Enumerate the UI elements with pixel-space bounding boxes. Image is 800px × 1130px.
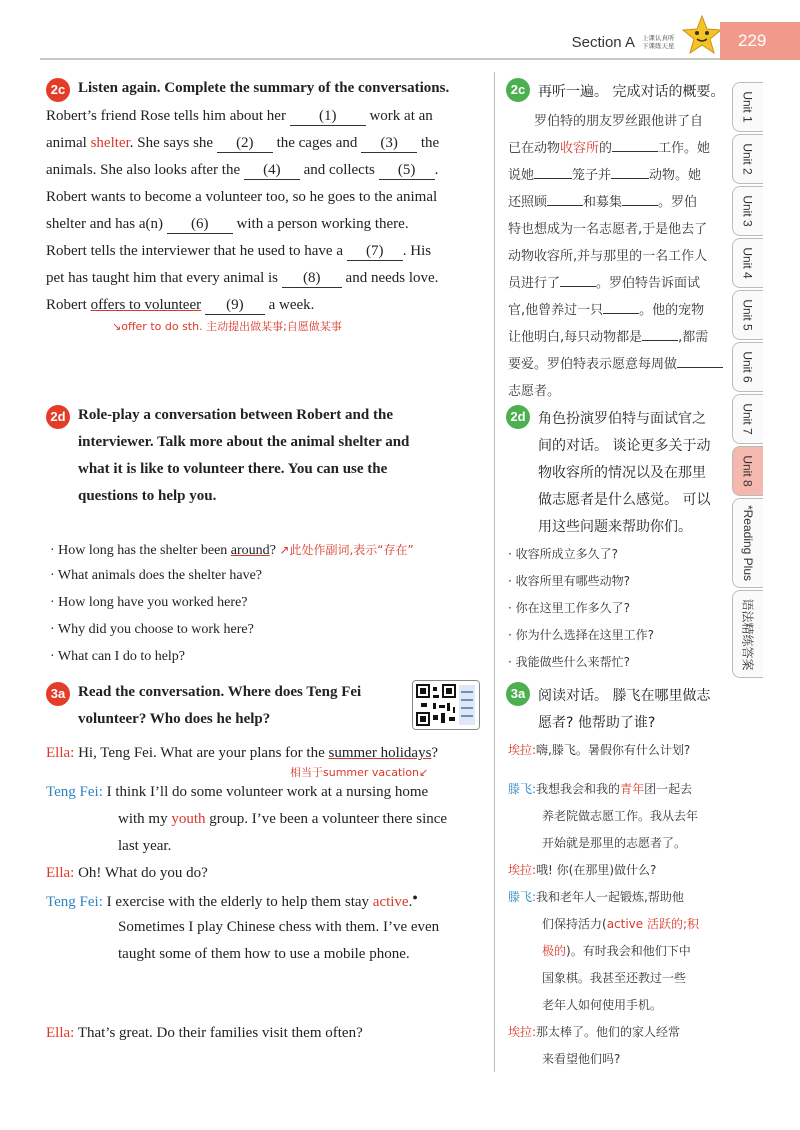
blank-5[interactable]: (5) xyxy=(379,162,435,180)
2c-line-5: shelter and has a(n) (6) with a person working there. xyxy=(46,216,409,232)
2d-title-2: interviewer. Talk more about the animal shelter and xyxy=(78,434,410,450)
slogan: 上课认真听 下课练天星 xyxy=(642,34,675,50)
2c-line-4: Robert wants to become a volunteer too, so he goes to the animal xyxy=(46,189,438,205)
tab-unit-3[interactable]: Unit 3 xyxy=(732,186,763,236)
2c-zh-title: 再听一遍。 完成对话的概要。 xyxy=(538,84,725,100)
tab-unit-1[interactable]: Unit 1 xyxy=(732,82,763,132)
2c-annotation: ↘offer to do sth. 主动提出做某事;自愿做某事 xyxy=(112,320,342,333)
tab-reading-plus[interactable]: *Reading Plus xyxy=(732,498,763,588)
section-label: Section A xyxy=(571,34,635,51)
3a-title-2: volunteer? Who does he help? xyxy=(78,711,271,727)
column-divider xyxy=(494,72,495,1072)
2c-line-7: pet has taught him that every animal is (8) and needs love. xyxy=(46,270,439,286)
blank-3[interactable]: (3) xyxy=(361,135,417,153)
blank-9[interactable]: (9) xyxy=(205,297,265,315)
3a-line-6: Teng Fei: I exercise with the elderly to help them stay active.● xyxy=(46,892,418,910)
2d-title-1: Role-play a conversation between Robert and the xyxy=(78,407,393,423)
3a-line-2: Teng Fei: I think I’ll do some volunteer work at a nursing home xyxy=(46,784,429,800)
2c-title: Listen again. Complete the summary of the conversations. xyxy=(78,80,450,96)
tab-unit-2[interactable]: Unit 2 xyxy=(732,134,763,184)
blank-6[interactable]: (6) xyxy=(167,216,233,234)
2c-line-3: animals. She also looks after the (4) and collects (5) . xyxy=(46,162,439,178)
3a-line-9: Ella: That’s great. Do their families visit them often? xyxy=(46,1025,363,1041)
tab-unit-5[interactable]: Unit 5 xyxy=(732,290,763,340)
3a-line-8: taught some of them how to use a mobile phone. xyxy=(118,946,410,962)
2d-title-4: questions to help you. xyxy=(78,488,217,504)
3a-line-5: Ella: Oh! What do you do? xyxy=(46,865,208,881)
2d-question-3: · How long have you worked here? xyxy=(50,595,248,610)
2c-line-2: animal shelter. She says she (2) the cages and (3) the xyxy=(46,135,440,151)
3a-line-3: with my youth group. I’ve been a volunteer there since xyxy=(118,811,448,827)
2d-question-1: · How long has the shelter been around? ↗此处作副词,表示“存在” xyxy=(50,543,414,558)
tab-unit-4[interactable]: Unit 4 xyxy=(732,238,763,288)
tab-unit-6[interactable]: Unit 6 xyxy=(732,342,763,392)
2d-title-3: what it is like to volunteer there. You can use the xyxy=(78,461,388,477)
2d-question-4: · Why did you choose to work here? xyxy=(50,622,254,637)
3a-line-1: Ella: Hi, Teng Fei. What are your plans for the summer holidays? xyxy=(46,745,439,761)
arrow-icon: ↗ xyxy=(279,543,290,557)
badge-3a: 3a xyxy=(46,682,70,706)
blank-7[interactable]: (7) xyxy=(347,243,403,261)
arrow-icon: ↙ xyxy=(419,766,429,779)
blank-1[interactable]: (1) xyxy=(290,108,366,126)
3a-title-1: Read the conversation. Where does Teng Fei xyxy=(78,684,362,700)
blank-2[interactable]: (2) xyxy=(217,135,273,153)
3a-line-7: Sometimes I play Chinese chess with them. I’ve even xyxy=(118,919,440,935)
blank-8[interactable]: (8) xyxy=(282,270,342,288)
badge-2c-zh: 2c xyxy=(506,78,530,102)
arrow-icon: ↘ xyxy=(112,320,122,333)
tab-unit-8[interactable]: Unit 8 xyxy=(732,446,763,496)
2c-line-1: Robert’s friend Rose tells him about her (1) work at an xyxy=(46,108,433,124)
badge-2c: 2c xyxy=(46,78,70,102)
badge-3a-zh: 3a xyxy=(506,682,530,706)
3a-line-4: last year. xyxy=(118,838,172,854)
tab-unit-7[interactable]: Unit 7 xyxy=(732,394,763,444)
blank-4[interactable]: (4) xyxy=(244,162,300,180)
2d-question-5: · What can I do to help? xyxy=(50,649,186,664)
page-number: 229 xyxy=(720,22,800,60)
2c-line-6: Robert tells the interviewer that he used to have a (7) . His xyxy=(46,243,432,259)
qr-code-icon[interactable] xyxy=(412,680,480,730)
note-marker-icon: ● xyxy=(412,892,418,902)
star-mascot-icon xyxy=(682,14,722,58)
badge-2d-zh: 2d xyxy=(506,405,530,429)
header-divider xyxy=(40,58,730,60)
2d-question-2: · What animals does the shelter have? xyxy=(50,568,262,583)
badge-2d: 2d xyxy=(46,405,70,429)
3a-annotation-1: 相当于summer vacation↙ xyxy=(290,766,429,779)
tab-grammar-answers[interactable]: 语法精练答案 xyxy=(732,590,763,678)
2c-line-8: Robert offers to volunteer (9) a week. xyxy=(46,297,315,313)
